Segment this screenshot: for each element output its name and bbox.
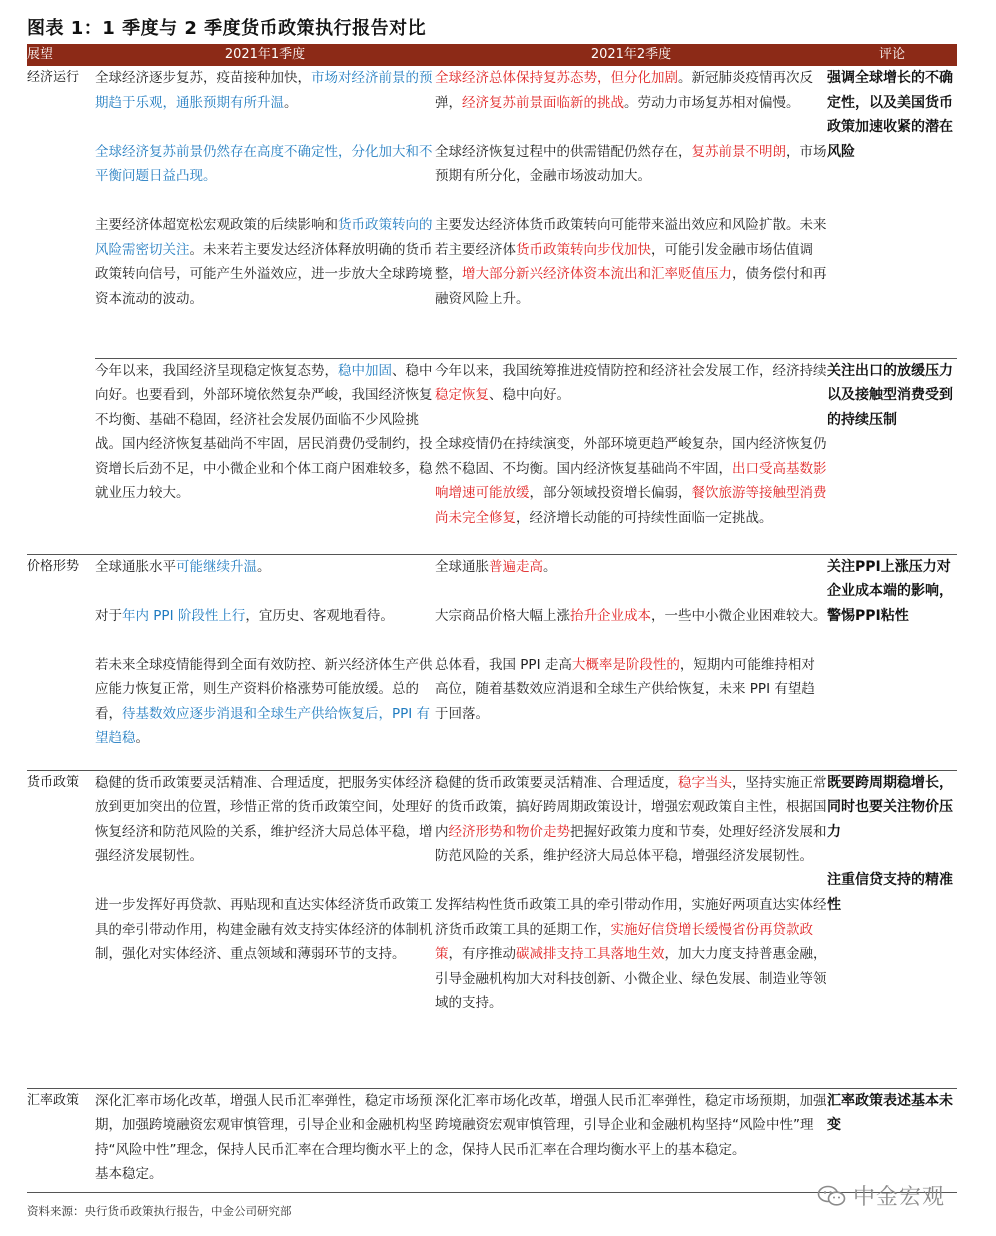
q1-cell [95, 770, 435, 1088]
highlight-text: 复苏前景不明朗 [691, 143, 786, 160]
paragraph [435, 359, 827, 408]
text-segment: 。新冠肺炎疫情再次反弹， [435, 70, 813, 111]
paragraph [435, 432, 827, 530]
q1-cell [95, 1088, 435, 1192]
row-label: 货币政策 [27, 770, 95, 1088]
comment-text: 注重信贷支持的精准性 [827, 872, 953, 913]
highlight-text: 市场对经济前景的预期趋于乐观，通胀预期有所升温 [95, 70, 433, 111]
text-segment: 发挥结构性货币政策工具的牵引带动作用，实施好两项直达实体经济货币政策工具的延期工作， [435, 897, 827, 938]
comment-cell [827, 358, 957, 554]
table-row [27, 554, 957, 770]
text-segment: 全球通胀水平 [95, 558, 176, 575]
table-row [27, 770, 957, 1088]
text-segment: ，宜历史、客观地看待。 [245, 607, 394, 624]
highlight-text: 碳减排支持工具落地生效 [516, 946, 665, 962]
row-label: 汇率政策 [27, 1088, 95, 1192]
paragraph [95, 359, 435, 506]
row-label: 价格形势 [27, 554, 95, 770]
text-segment: 深化汇率市场化改革，增强人民币汇率弹性，稳定市场预期，加强跨境融资宏观审慎管理，引导企业和金融机构坚持“风险中性”理念，保持人民币汇率在合理均衡水平上的基本稳定。 [435, 1092, 827, 1158]
figure-title: 图表 1：1 季度与 2 季度货币政策执行报告对比 [27, 18, 427, 39]
paragraph [435, 771, 827, 869]
table-header-row [27, 44, 957, 66]
paragraph [95, 604, 435, 629]
watermark [817, 1180, 945, 1211]
text-segment: 。劳动力市场复苏相对偏慢。 [624, 94, 800, 111]
highlight-text: 年内 PPI 阶段性上行 [122, 607, 246, 624]
comparison-table [27, 44, 957, 1193]
header-comment: 评论 [827, 44, 957, 66]
paragraph [95, 213, 435, 311]
text-segment: 、稳中向好。 [489, 387, 570, 403]
highlight-text: 抬升企业成本 [570, 607, 651, 624]
text-segment: 全球经济恢复过程中的供需错配仍然存在， [435, 143, 692, 160]
comment-cell [827, 1088, 957, 1192]
comment-cell [827, 554, 957, 770]
paragraph [435, 893, 827, 1016]
text-segment: ，有序推动 [448, 946, 516, 962]
text-segment: 主要发达经济体货币政策转向可能带来溢出效应和风险扩散。未来若主要经济体 [435, 217, 827, 258]
table-row [27, 66, 957, 358]
highlight-text: 稳定恢复 [435, 387, 489, 403]
text-segment: 深化汇率市场化改革，增强人民币汇率弹性，稳定市场预期，加强跨境融资宏观审慎管理，引导企业和金融机构坚持“风险中性”理念，保持人民币汇率在合理均衡水平上的基本稳定。 [95, 1092, 433, 1182]
highlight-text: 货币政策转向步伐加快 [516, 241, 651, 258]
q2-cell [435, 358, 827, 554]
text-segment: ，一些中小微企业困难较大。 [651, 607, 827, 624]
text-segment: 全球通胀 [435, 558, 489, 575]
q1-cell [95, 66, 435, 358]
header-2021q1: 2021年1季度 [95, 44, 435, 66]
row-label: 经济运行 [27, 66, 95, 554]
highlight-text: 货币政策转向的风险需密切关注 [95, 217, 433, 258]
text-segment: 今年以来，我国统筹推进疫情防控和经济社会发展工作，经济持续 [435, 362, 827, 379]
text-segment: 主要经济体超宽松宏观政策的后续影响和 [95, 217, 338, 233]
highlight-text: 稳字当头 [678, 774, 732, 791]
source-note: 资料来源：央行货币政策执行报告，中金公司研究部 [27, 1204, 292, 1218]
comment-text: 关注出口的放缓压力以及接触型消费受到的持续压制 [827, 362, 953, 428]
paragraph [95, 555, 435, 580]
text-segment: 。 [284, 94, 298, 111]
paragraph [95, 140, 435, 189]
paragraph [435, 653, 827, 727]
highlight-text: 经济复苏前景面临新的挑战 [462, 94, 624, 111]
watermark-text: 中金宏观 [853, 1185, 946, 1210]
highlight-text: 经济形势和物价走势 [448, 823, 570, 840]
highlight-text: 餐饮旅游等接触型消费尚未完全修复 [435, 485, 827, 526]
text-segment: 全球经济逐步复苏，疫苗接种加快， [95, 70, 311, 86]
text-segment: ，部分领域投资增长偏弱， [529, 485, 692, 501]
comment-cell [827, 66, 957, 358]
paragraph [95, 771, 435, 869]
highlight-text: 待基数效应逐步消退和全球生产供给恢复后，PPI 有望趋稳 [95, 705, 431, 746]
table-row [27, 358, 957, 554]
paragraph [95, 1089, 435, 1187]
text-segment: ，可能引发金融市场估值调整， [435, 241, 813, 282]
text-segment: 进一步发挥好再贷款、再贴现和直达实体经济货币政策工具的牵引带动作用，构建金融有效支持实体经济的体制机制，强化对实体经济、重点领域和薄弱环节的支持。 [95, 897, 433, 962]
q1-cell [95, 554, 435, 770]
text-segment: 。 [257, 558, 271, 575]
comment-text: 关注PPI上涨压力对企业成本端的影响，警惕PPI粘性 [827, 558, 953, 624]
highlight-text: 可能继续升温 [176, 558, 257, 575]
text-segment: 今年以来，我国经济呈现稳定恢复态势， [95, 362, 338, 379]
text-segment: 全球疫情仍在持续演变，外部环境更趋严峻复杂，国内经济恢复仍然不稳固、不均衡。国内经济恢复基础尚不牢固， [435, 436, 827, 477]
text-segment: 。未来若主要发达经济体释放明确的货币政策转向信号，可能产生外溢效应，进一步放大全球跨境资本流动的波动。 [95, 241, 433, 307]
highlight-text: 全球经济总体保持复苏态势，但分化加剧 [435, 70, 678, 86]
header-2021q2: 2021年2季度 [435, 44, 827, 66]
highlight-text: 稳中加固 [338, 362, 392, 379]
text-segment: 。 [135, 730, 149, 746]
wechat-icon [817, 1184, 847, 1208]
text-segment: 、稳中向好。也要看到，外部环境依然复杂严峻，我国经济恢复不均衡、基础不稳固，经济社会发展仍面临不少风险挑战。国内经济恢复基础尚不牢固，居民消费仍受制约，投资增长后劲不足，中小微企业和个体工商户困难较多，稳就业压力较大。 [95, 362, 433, 501]
comment-text: 汇率政策表述基本未变 [827, 1092, 953, 1133]
text-segment: ，短期内可能维持相对高位，随着基数效应消退和全球生产供给恢复，未来 PPI 有望趋于回落。 [435, 656, 815, 722]
text-segment: ，债务偿付和再融资风险上升。 [435, 266, 827, 307]
table-body [27, 66, 957, 1192]
paragraph [435, 66, 827, 115]
paragraph [435, 213, 827, 311]
highlight-text: 出口受高基数影响增速可能放缓 [435, 460, 827, 501]
text-segment: 稳健的货币政策要灵活精准、合理适度，把服务实体经济放到更加突出的位置，珍惜正常的货币政策空间，处理好恢复经济和防范风险的关系，维护经济大局总体平稳，增强经济发展韧性。 [95, 774, 433, 864]
paragraph [95, 66, 435, 115]
q1-cell [95, 358, 435, 554]
text-segment: 总体看，我国 PPI 走高 [435, 656, 572, 673]
highlight-text: 实施好信贷增长缓慢省份再贷款政策 [435, 921, 813, 962]
paragraph [435, 1089, 827, 1163]
highlight-text: 全球经济复苏前景仍然存在高度不确定性，分化加大和不平衡问题日益凸现。 [95, 143, 433, 184]
q2-cell [435, 66, 827, 358]
paragraph [435, 140, 827, 189]
text-segment: 大宗商品价格大幅上涨 [435, 607, 570, 624]
paragraph [95, 893, 435, 967]
paragraph [435, 604, 827, 629]
text-segment: 。 [543, 558, 557, 575]
paragraph [435, 555, 827, 580]
text-segment: 若未来全球疫情能得到全面有效防控、新兴经济体生产供应能力恢复正常，则生产资料价格涨势可能放缓。总的看， [95, 656, 433, 722]
highlight-text: 增大部分新兴经济体资本流出和汇率贬值压力 [462, 266, 732, 282]
paragraph [95, 653, 435, 751]
q2-cell [435, 554, 827, 770]
comment-text: 既要跨周期稳增长，同时也要关注物价压力 [827, 774, 953, 840]
highlight-text: 大概率是阶段性的 [571, 656, 680, 673]
highlight-text: 普遍走高 [489, 558, 543, 575]
comment-cell [827, 770, 957, 1088]
q2-cell [435, 770, 827, 1088]
text-segment: ，市场预期有所分化，金融市场波动加大。 [435, 143, 827, 184]
table-row [27, 1088, 957, 1192]
text-segment: 对于 [95, 607, 122, 624]
q2-cell [435, 1088, 827, 1192]
text-segment: ，坚持实施正常的货币政策，搞好跨周期政策设计，增强宏观政策自主性，根据国内 [435, 774, 827, 840]
text-segment: ，加大力度支持普惠金融，引导金融机构加大对科技创新、小微企业、绿色发展、制造业等领域的支持。 [435, 946, 827, 1011]
text-segment: ，经济增长动能的可持续性面临一定挑战。 [516, 509, 773, 526]
comment-text: 强调全球增长的不确定性，以及美国货币政策加速收紧的潜在风险 [827, 70, 953, 160]
text-segment: 稳健的货币政策要灵活精准、合理适度， [435, 774, 678, 791]
header-outlook: 展望 [27, 44, 95, 66]
text-segment: 把握好政策力度和节奏，处理好经济发展和防范风险的关系，维护经济大局总体平稳，增强经济发展韧性。 [435, 823, 827, 864]
